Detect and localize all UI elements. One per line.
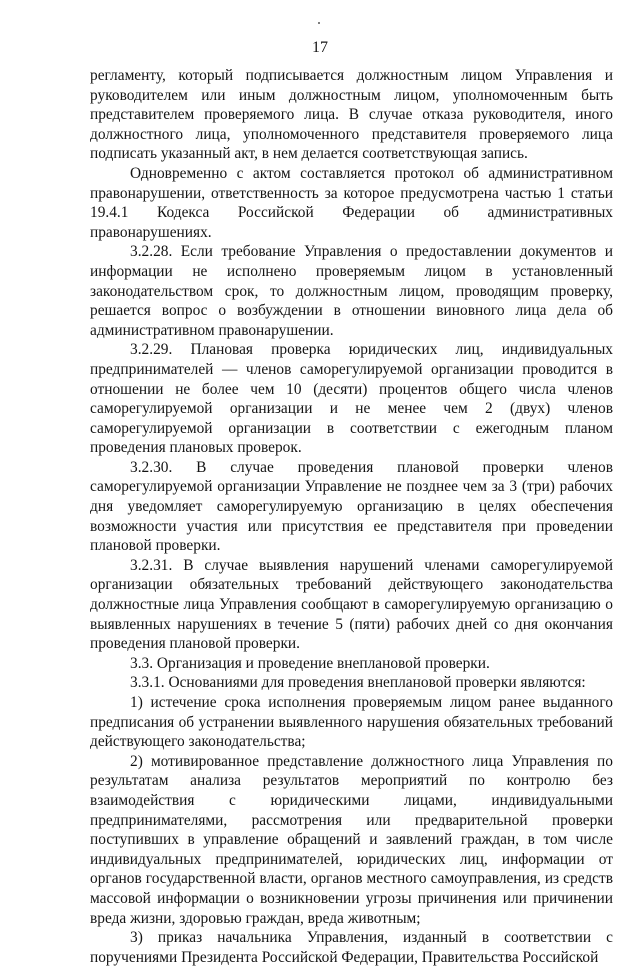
- list-item-1: 1) истечение срока исполнения проверяемым лицом ранее выданного предписания об устранении выявленного нарушения обязательных требований действующего законодательства;: [90, 694, 613, 751]
- paragraph-3-2-30: 3.2.30. В случае проведения плановой проверки членов саморегулируемой организации Управление не позднее чем за 3 (три) рабочих дня уведомляет саморегулируемую организацию в целях обеспечения возможности участия или присутствия ее представителя при проведении плановой проверки.: [90, 458, 613, 555]
- paragraph-3-2-28: 3.2.28. Если требование Управления о предоставлении документов и информации не исполнено проверяемым лицом в установленный законодательством срок, то должностным лицом, проводящим проверку, решается вопрос о возбуждении в отношении виновного лица дела об административном правонарушении.: [90, 243, 613, 339]
- section-heading-3-3: 3.3. Организация и проведение внеплановой проверки.: [130, 654, 490, 672]
- list-item-2: 2) мотивированное представление должностного лица Управления по результатам анализа результатов мероприятий по контролю без взаимодействия с юридическими лицами, индивидуальными предпринимателями, рассмотрения или предварительной проверки поступивших в управление обращений и заявлений граждан, в том числе индивидуальных предпринимателей, юридических лиц, информации от органов государственной власти, органов местного самоуправления, из средств массовой информации о возникновении угрозы причинения или причинении вреда жизни, здоровью граждан, вреда животным;: [90, 752, 613, 927]
- scan-speck: [318, 22, 320, 24]
- paragraph-3-3-1: 3.3.1. Основаниями для проведения внеплановой проверки являются:: [130, 674, 586, 692]
- paragraph-protocol: Одновременно с актом составляется протокол об административном правонарушении, ответственность за которое предусмотрена частью 1 статьи 19.4.1 Кодекса Российской Федерации об административных правонарушениях.: [90, 164, 613, 241]
- document-body: [90, 66, 613, 967]
- list-item-3: 3) приказ начальника Управления, изданный в соответствии с поручениями Президента Российской Федерации, Правительства Российской: [90, 929, 613, 966]
- paragraph-continuation: регламенту, который подписывается должностным лицом Управления и руководителем или иным должностным лицом, уполномоченным быть представителем проверяемого лица. В случае отказа руководителя, иного должностного лица, уполномоченного представителя проверяемого лица подписать указанный акт, в нем делается соответствующая запись.: [90, 67, 613, 163]
- page-number: 17: [312, 39, 328, 56]
- paragraph-3-2-29: 3.2.29. Плановая проверка юридических лиц, индивидуальных предпринимателей — членов саморегулируемой организации проводится в отношении не более чем 10 (десяти) процентов общего числа членов саморегулируемой организации и не менее чем 2 (двух) членов саморегулируемой организации в соответствии с ежегодным планом проведения плановых проверок.: [90, 341, 613, 457]
- paragraph-3-2-31: 3.2.31. В случае выявления нарушений членами саморегулируемой организации обязательных требований действующего законодательства должностные лица Управления сообщают в саморегулируемую организацию о выявленных нарушениях в течение 5 (пяти) рабочих дней со дня окончания проведения плановой проверки.: [90, 556, 613, 653]
